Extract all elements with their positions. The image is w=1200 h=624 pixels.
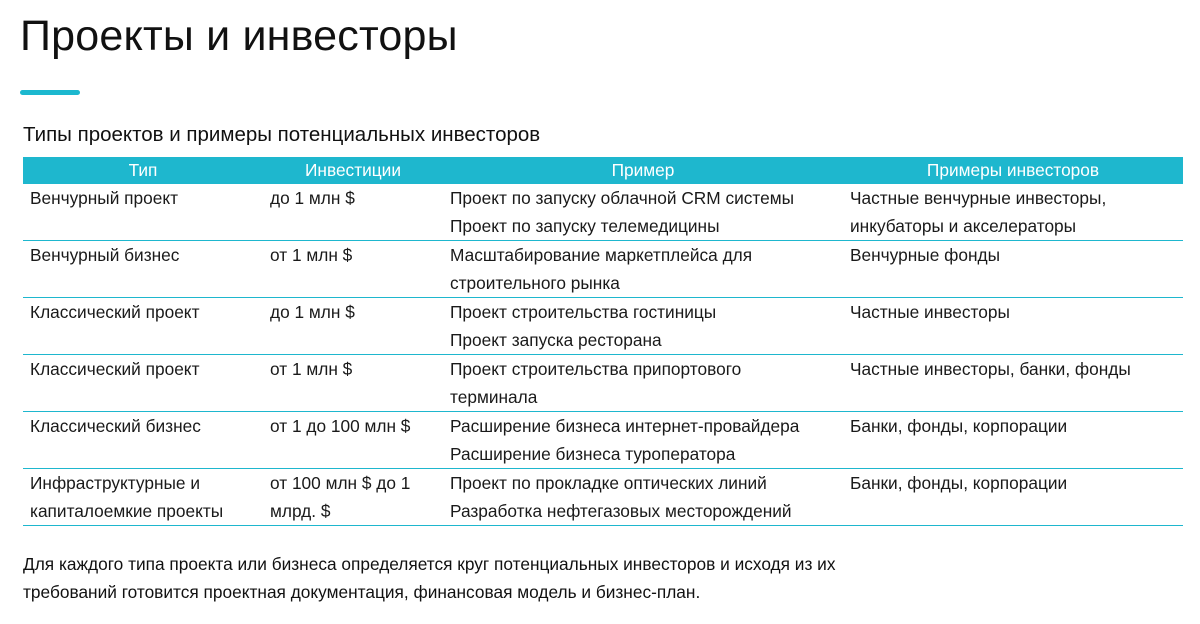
cell-text: Частные инвесторы, банки, фонды [850,359,1131,379]
cell-text: Венчурные фонды [850,245,1000,265]
footer-line: требований готовится проектная документация, финансовая модель и бизнес-план. [23,582,701,602]
cell-investment [263,412,443,469]
cell-example [443,241,843,298]
table-row [23,298,1183,355]
footer-note [23,550,1173,606]
table-row [23,355,1183,412]
cell-investment [263,469,443,526]
header-example: Пример [443,157,843,184]
cell-example [443,355,843,412]
header-investment: Инвестиции [263,157,443,184]
cell-text: Частные инвесторы [850,302,1010,322]
cell-text: Банки, фонды, корпорации [850,416,1068,436]
cell-text: Классический проект [30,359,200,379]
cell-text: капиталоемкие проекты [30,501,224,521]
table-header-row [23,157,1183,184]
cell-investors [843,241,1183,298]
cell-text: млрд. $ [270,501,331,521]
cell-text: Проект по запуску телемедицины [450,216,720,236]
table-row [23,184,1183,241]
cell-text: инкубаторы и акселераторы [850,216,1077,236]
cell-text: Венчурный проект [30,188,179,208]
cell-text: Проект запуска ресторана [450,330,662,350]
cell-investors [843,355,1183,412]
title-accent-bar [20,90,80,95]
cell-text: до 1 млн $ [270,302,355,322]
cell-text: Классический бизнес [30,416,201,436]
cell-investment [263,241,443,298]
cell-text: Банки, фонды, корпорации [850,473,1068,493]
cell-text: Расширение бизнеса интернет-провайдера [450,416,800,436]
cell-text: до 1 млн $ [270,188,355,208]
cell-investors [843,469,1183,526]
table-row [23,241,1183,298]
cell-investment [263,355,443,412]
cell-text: Расширение бизнеса туроператора [450,444,736,464]
cell-text: Проект строительства припортового [450,359,742,379]
cell-text: Частные венчурные инвесторы, [850,188,1107,208]
cell-text: Инфраструктурные и [30,473,200,493]
cell-text: от 1 млн $ [270,245,353,265]
table-row [23,412,1183,469]
cell-text: Проект по прокладке оптических линий [450,473,767,493]
page-title: Проекты и инвесторы [20,12,458,60]
cell-type [23,184,263,241]
cell-type [23,241,263,298]
cell-text: Разработка нефтегазовых месторождений [450,501,792,521]
cell-text: Проект по запуску облачной CRM системы [450,188,795,208]
cell-text: от 1 млн $ [270,359,353,379]
cell-investment [263,298,443,355]
footer-line: Для каждого типа проекта или бизнеса определяется круг потенциальных инвесторов и исходя из их [23,554,836,574]
cell-text: строительного рынка [450,273,620,293]
cell-investors [843,412,1183,469]
header-investors: Примеры инвесторов [843,157,1183,184]
cell-text: от 1 до 100 млн $ [270,416,411,436]
cell-type [23,469,263,526]
header-type: Тип [23,157,263,184]
cell-investors [843,298,1183,355]
cell-text: Венчурный бизнес [30,245,180,265]
cell-text: Классический проект [30,302,200,322]
cell-example [443,469,843,526]
cell-example [443,184,843,241]
projects-investors-table [23,157,1183,526]
cell-text: Проект строительства гостиницы [450,302,717,322]
table-caption: Типы проектов и примеры потенциальных инвесторов [23,123,541,146]
cell-text: терминала [450,387,538,407]
cell-type [23,412,263,469]
cell-type [23,298,263,355]
cell-text: от 100 млн $ до 1 [270,473,411,493]
cell-example [443,412,843,469]
cell-type [23,355,263,412]
cell-example [443,298,843,355]
cell-investment [263,184,443,241]
table-row [23,469,1183,526]
cell-text: Масштабирование маркетплейса для [450,245,753,265]
cell-investors [843,184,1183,241]
